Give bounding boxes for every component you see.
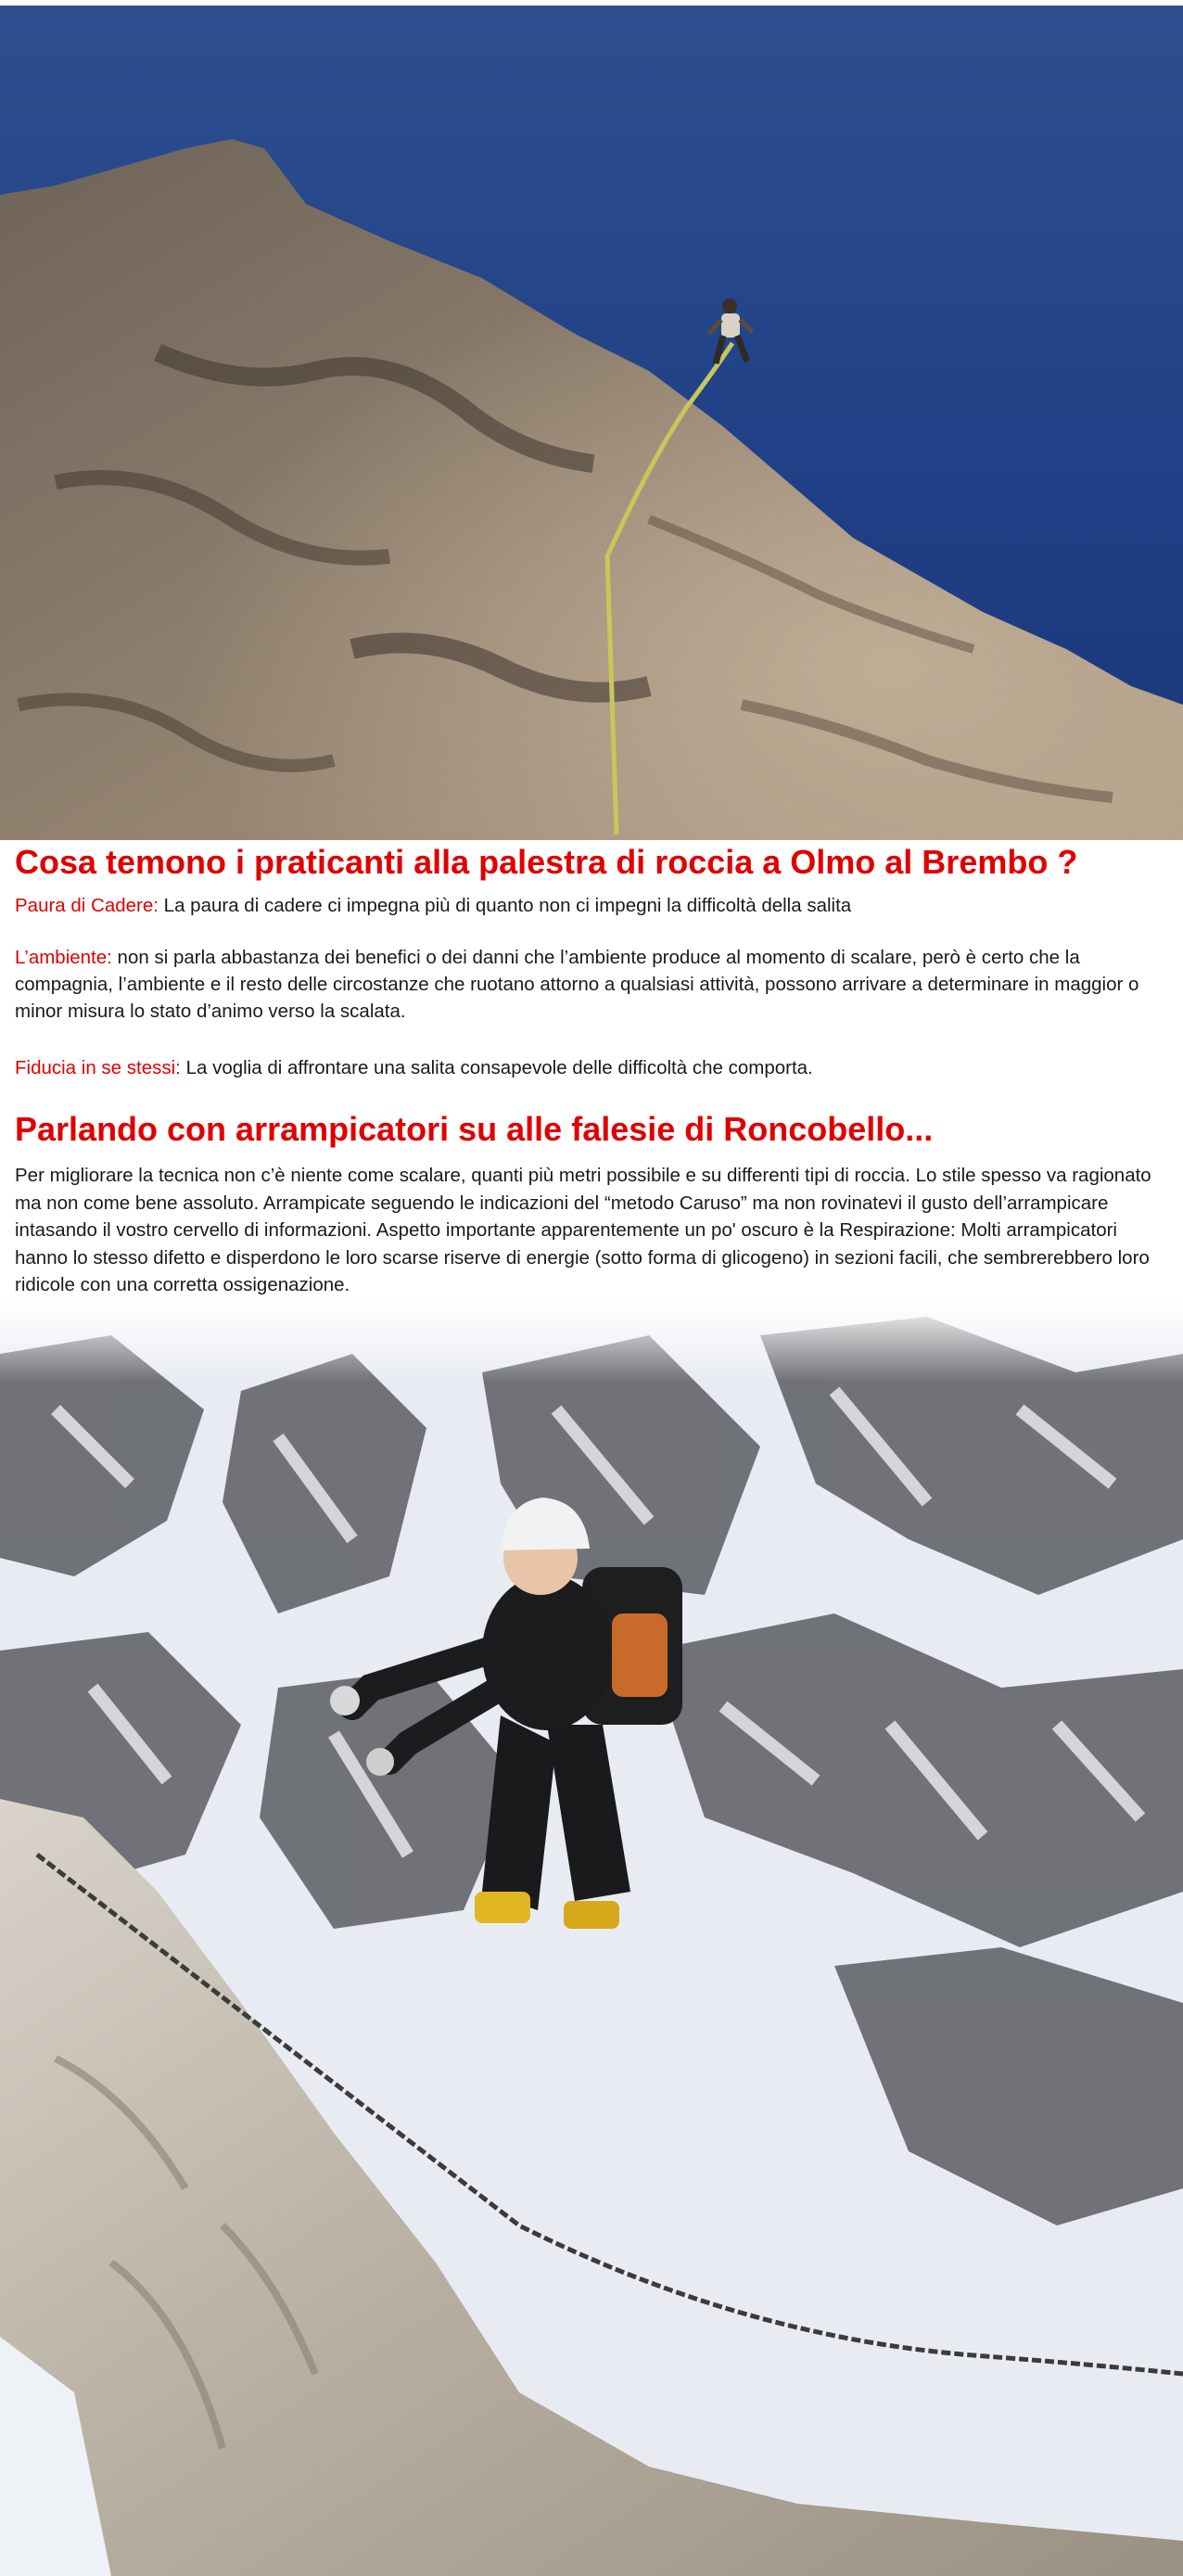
fear-label: L’ambiente: <box>15 947 112 968</box>
fear-label: Paura di Cadere: <box>15 895 159 916</box>
fear-paragraph-falling <box>15 892 1168 919</box>
fear-paragraph-confidence <box>15 1054 1168 1081</box>
fear-text: non si parla abbastanza dei benefici o dei danni che l’ambiente produce al momento di scalare, però è certo che la compagnia, l’ambiente e il resto delle circostanze che ruotano attorno a qualsiasi attività, possono arrivare a determinare in maggior o minor misura lo stato d’animo verso la scalata. <box>15 947 1139 1022</box>
fear-paragraph-environment <box>15 944 1168 1025</box>
advice-text: Per migliorare la tecnica non c’è niente come scalare, quanti più metri possibile e su differenti tipi di roccia. Lo stile spesso va ragionato ma non come bene assoluto. Arrampicate seguendo le indicazioni del “metodo Caruso” ma non rovinatevi il gusto dell’arrampicare intasando il vostro cervello di informazioni. Aspetto importante apparentemente un po' oscuro è la Respirazione: Molti arrampicatori hanno lo stesso difetto e disperdono le loro scarse riserve di energie (sotto forma di glicogeno) in sezioni facili, che sembrerebbero loro ridicole con una corretta ossigenazione. <box>15 1165 1151 1295</box>
fear-label: Fiducia in se stessi: <box>15 1057 181 1078</box>
fear-text: La paura di cadere ci impegna più di quanto non ci impegni la difficoltà della salita <box>158 895 852 916</box>
advice-paragraph <box>15 1162 1168 1299</box>
fear-text: La voglia di affrontare una salita consapevole delle difficoltà che comporta. <box>180 1057 813 1078</box>
snowy-mountain-climber-photo <box>0 1298 1183 2576</box>
section-heading: Parlando con arrampicatori su alle falesie di Roncobello... <box>15 1110 934 1148</box>
page-title: Cosa temono i praticanti alla palestra di roccia a Olmo al Brembo ? <box>15 843 1078 881</box>
rock-climbing-photo <box>0 0 1183 840</box>
